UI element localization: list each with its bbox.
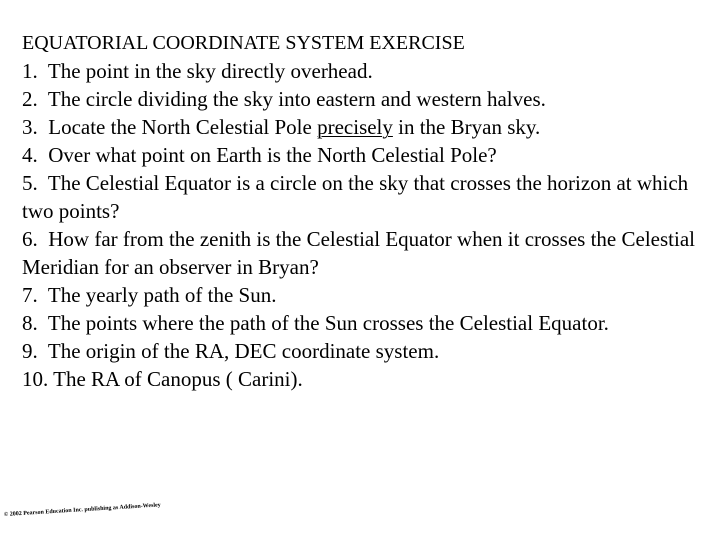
exercise-title: EQUATORIAL COORDINATE SYSTEM EXERCISE <box>22 32 465 54</box>
item-text: The yearly path of the Sun. <box>47 283 277 307</box>
exercise-item-1 <box>22 57 712 85</box>
item-text-after: in the Bryan sky. <box>392 115 541 139</box>
item-number: 9. <box>22 339 38 363</box>
item-number: 7. <box>22 283 38 307</box>
item-number: 10. <box>22 367 49 391</box>
item-text: How far from the zenith is the Celestial Equator when it crosses the Celestial Meridian for an observer in Bryan? <box>22 227 695 279</box>
item-text: The point in the sky directly overhead. <box>47 59 373 83</box>
item-number: 1. <box>22 59 38 83</box>
item-text: The points where the path of the Sun crosses the Celestial Equator. <box>47 311 609 335</box>
item-number: 2. <box>22 87 38 111</box>
exercise-item-8 <box>22 309 712 337</box>
exercise-item-3 <box>22 113 712 141</box>
exercise-content <box>22 29 712 393</box>
item-text: The RA of Canopus ( Carini). <box>53 367 303 391</box>
item-number: 3. <box>22 115 38 139</box>
item-number: 8. <box>22 311 38 335</box>
exercise-item-9 <box>22 337 712 365</box>
item-number: 4. <box>22 143 38 167</box>
item-text: Over what point on Earth is the North Celestial Pole? <box>48 143 497 167</box>
item-number: 6. <box>22 227 38 251</box>
copyright-footer: © 2002 Pearson Education Inc. publishing as Addison-Wesley <box>3 502 161 518</box>
item-text: The Celestial Equator is a circle on the sky that crosses the horizon at which two points? <box>22 171 689 223</box>
exercise-item-4 <box>22 141 712 169</box>
item-emphasis-underlined: precisely <box>317 115 393 139</box>
item-text-before: Locate the North Celestial Pole <box>48 115 318 139</box>
exercise-item-10 <box>22 365 712 393</box>
exercise-item-2 <box>22 85 712 113</box>
exercise-item-7 <box>22 281 712 309</box>
item-number: 5. <box>22 171 38 195</box>
exercise-item-6 <box>22 225 712 281</box>
item-text: The origin of the RA, DEC coordinate system. <box>47 339 440 363</box>
exercise-item-5 <box>22 169 712 225</box>
item-text: The circle dividing the sky into eastern and western halves. <box>47 87 546 111</box>
